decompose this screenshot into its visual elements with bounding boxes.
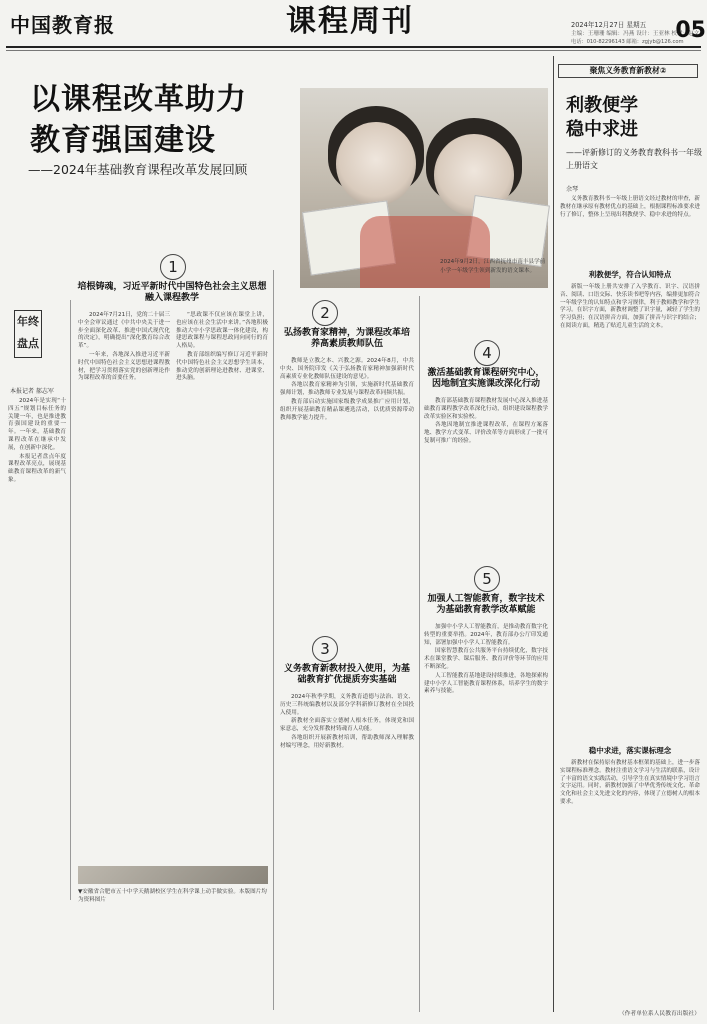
section-2-column xyxy=(280,358,414,628)
section-2-paragraph: 教师是立教之本、兴教之源。2024年8月，中共中央、国务院印发《关于弘扬教育家精神加强新时代高素质专业化教师队伍建设的意见》。 xyxy=(280,358,414,380)
section-number-5: 5 xyxy=(474,566,500,592)
section-number-4: 4 xyxy=(474,340,500,366)
column-divider xyxy=(70,300,71,900)
section-number-3: 3 xyxy=(312,636,338,662)
intro-column xyxy=(8,398,66,898)
sidebar-section-b-paragraph: 新教材在保持原有教材基本框架的基础上，进一步落实课程标准理念。教材注重语文学习与生活的联系，设计了丰富的语文实践活动，引导学生在真实情境中学习语言文字运用。同时，新教材加强了中华优秀传统文化、革命文化和社会主义先进文化的内容，体现了立德树人的根本要求。 xyxy=(560,760,700,805)
intro-paragraph: 本报记者盘点年度课程改革亮点，展现基础教育课程改革的新气象。 xyxy=(8,453,66,483)
editors-line: 主编：王珊珊 编辑：冯燕 设计：王亚林 校对：赵文 xyxy=(571,31,700,37)
section-3-paragraph: 各地组织开展新教材培训，帮助教师深入理解教材编写理念，用好新教材。 xyxy=(280,734,414,749)
section-5-paragraph: 加强中小学人工智能教育，是推动教育数字化转型的重要举措。2024年，教育部办公厅印发通知，部署加强中小学人工智能教育。 xyxy=(424,624,548,646)
sidebar-intro-paragraph: 义务教育教科书一年级上册语文经过教材的审查，新教材在继承原有教材优点的基础上，根据课程标准要求进行了修订，整体上呈现出利教便学、稳中求进的特点。 xyxy=(560,196,700,218)
section-2-title: 弘扬教育家精神，为课程改革培养高素质教师队伍 xyxy=(283,328,410,349)
section-3-column xyxy=(280,694,414,1012)
section-5-paragraph: 人工智能教育基地建设持续推进，各地探索构建中小学人工智能教育课程体系，培养学生的数字素养与技能。 xyxy=(424,672,548,695)
column-divider xyxy=(273,270,274,1010)
lead-headline-line1: 以课程改革助力 xyxy=(30,82,247,117)
section-3-paragraph: 2024年秋季学期，义务教育道德与法治、语文、历史三科统编教材以及部分学科新修订教材在全国投入使用。 xyxy=(280,694,414,716)
section-4-paragraph: 教育部基础教育课程教材发展中心深入推进基础教育课程教学改革深化行动，组织建设课程教学改革实验区和实验校。 xyxy=(424,398,548,420)
intro-paragraph: 2024年是实现“十四五”规划目标任务的关键一年，也是推进教育强国建设的重要一年。一年来，基础教育课程改革在继承中发展，在创新中深化。 xyxy=(8,398,66,451)
child-face-left xyxy=(336,122,416,206)
lead-subheadline: ——2024年基础教育课程改革发展回顾 xyxy=(28,162,248,177)
byline: 本报记者 郝志军 xyxy=(10,388,54,395)
sidebar-author: 余琴 xyxy=(566,186,579,193)
section-1-paragraph: 教育部组织编写修订习近平新时代中国特色社会主义思想学生读本，推动党的创新理论进教材、进课堂、进头脑。 xyxy=(176,351,268,382)
section-number-1: 1 xyxy=(160,254,186,280)
section-1-title: 培根铸魂，习近平新时代中国特色社会主义思想融入课程教学 xyxy=(77,282,267,303)
section-1-paragraph: 2024年7月21日，党的二十届三中全会审议通过《中共中央关于进一步全面深化改革、推进中国式现代化的决定》，明确提出“深化教育综合改革”。 xyxy=(78,312,170,350)
section-4-column xyxy=(424,398,548,558)
section-2-paragraph: 教育部启动实施国家级教学成果推广应用计划，组织开展基础教育精品课遴选活动，以优质资源带动教师教学能力提升。 xyxy=(280,398,414,421)
sidebar-footnote: （作者单位系人民教育出版社） xyxy=(618,1011,700,1017)
masthead-rule xyxy=(6,46,701,48)
section-5-column xyxy=(424,624,548,1012)
sidebar-section-b-text xyxy=(560,760,700,1004)
section-4-paragraph: 各地因地制宜推进课程改革，在课程方案落地、教学方式变革、评价改革等方面形成了一批可复制可推广的经验。 xyxy=(424,422,548,444)
section-5-title: 加强人工智能教育，数字技术为基础教育教学改革赋能 xyxy=(427,594,545,615)
year-end-tag-line1: 年终 xyxy=(17,315,39,328)
section-1-column-b xyxy=(176,312,268,860)
sidebar-divider xyxy=(553,56,554,1012)
contact-line: 电话：010-82296143 邮箱：zgjyb@126.com xyxy=(571,39,684,45)
sidebar-section-a-paragraph: 新版一年级上册共安排了入学教育、识字、汉语拼音、阅读、口语交际、快乐读书吧等内容，编排更加符合一年级学生的认知特点和学习规律，利于教师教学和学生学习。在识字方面，新教材调整了识字量，减轻了学生的学习负担；在汉语拼音方面，加强了拼音与识字的结合；在阅读方面，精选了贴近儿童生活的文本。 xyxy=(560,284,700,329)
year-end-tag xyxy=(14,310,42,358)
masthead-rule-thin xyxy=(6,50,701,51)
section-3-paragraph: 新教材全面落实立德树人根本任务，体现党和国家意志，充分发挥教材铸魂育人功能。 xyxy=(280,718,414,733)
sidebar-subheadline: ——评新修订的义务教育教科书一年级上册语文 xyxy=(566,148,702,170)
date-line: 2024年12月27日 星期五 xyxy=(571,21,647,29)
sidebar-intro xyxy=(560,196,700,266)
section-1-column-a xyxy=(78,312,170,860)
sidebar-headline-line2: 稳中求进 xyxy=(566,119,638,140)
section-number-2: 2 xyxy=(312,300,338,326)
section-title: 课程周刊 xyxy=(286,4,414,39)
lead-photo-caption: 2024年9月2日，江西省抚州市南丰县学前小学一年级学生领到新发的语文课本。 xyxy=(440,259,546,274)
bottom-photo-caption: ▼安徽省合肥市五十中学天鹅湖校区学生在科学课上动手做实验。本版图片均为资料图片 xyxy=(78,889,267,903)
sidebar-section-a-title: 利教便学，符合认知特点 xyxy=(588,270,672,279)
section-5-paragraph: 国家智慧教育公共服务平台持续优化，数字技术在课堂教学、课后服务、教育评价等环节的应用不断深化。 xyxy=(424,648,548,670)
sidebar-section-b-title: 稳中求进，落实课标理念 xyxy=(588,746,672,755)
bottom-photo xyxy=(78,866,268,884)
lead-headline-line2: 教育强国建设 xyxy=(30,123,216,158)
section-1-paragraph: 一年来，各地深入推进习近平新时代中国特色社会主义思想进课程教材，把学习贯彻落实党的创新理论作为课程改革的首要任务。 xyxy=(78,351,170,382)
year-end-tag-line2: 盘点 xyxy=(17,337,39,350)
section-1-paragraph: “思政课不仅应该在课堂上讲，也应该在社会生活中来讲。”各地积极推动大中小学思政课一体化建设，构建思政课程与课程思政同向同行的育人格局。 xyxy=(176,312,268,350)
section-4-title: 激活基础教育课程研究中心，因地制宜实施课改深化行动 xyxy=(427,368,545,389)
sidebar-headline-line1: 利教便学 xyxy=(566,95,638,116)
section-2-paragraph: 各地以教育家精神为引领，实施新时代基础教育强师计划，推动教师专业发展与课程改革同频共振。 xyxy=(280,382,414,397)
sidebar-section-a-text xyxy=(560,284,700,740)
page-number: 05 xyxy=(675,18,706,43)
series-tag: 聚焦义务教育新教材② xyxy=(558,64,698,78)
section-3-title: 义务教育新教材投入使用，为基础教育扩优提质夯实基础 xyxy=(283,664,410,685)
column-divider xyxy=(419,296,420,1012)
paper-logo: 中国教育报 xyxy=(10,13,115,37)
